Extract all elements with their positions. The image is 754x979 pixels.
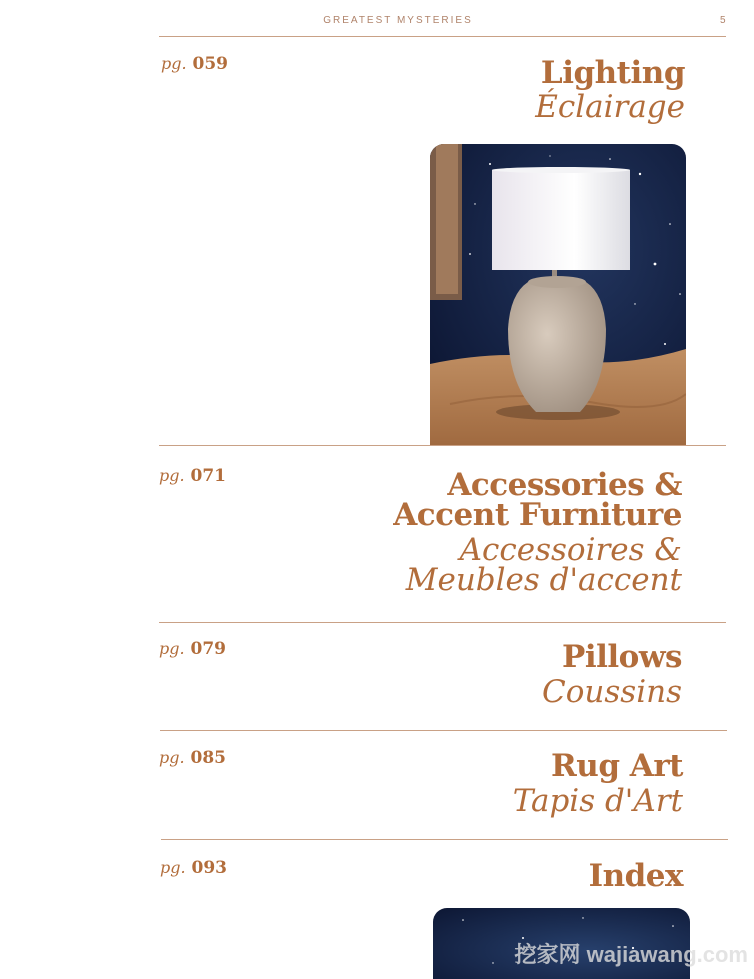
- page-number: 5: [720, 15, 726, 26]
- section-title-en: Lighting: [540, 55, 685, 91]
- toc-page-ref-pillows[interactable]: pg. 079: [159, 639, 226, 659]
- section-rule: [159, 445, 726, 446]
- watermark: 挖家网 wajiawang.com: [514, 942, 748, 967]
- toc-page-ref-rug-art[interactable]: pg. 085: [159, 748, 226, 768]
- toc-page-ref-lighting[interactable]: pg. 059: [161, 54, 228, 74]
- section-rule: [159, 622, 726, 623]
- toc-entry-rug-art[interactable]: [512, 748, 683, 819]
- section-title-en: Pillows: [562, 639, 682, 675]
- section-title-en: Index: [588, 858, 683, 894]
- section-title-fr: Coussins: [542, 674, 682, 710]
- header-rule: [159, 36, 726, 37]
- section-title-fr: Accessoires &: [459, 532, 682, 568]
- section-title-fr: Éclairage: [535, 89, 685, 125]
- toc-entry-index[interactable]: [588, 858, 683, 894]
- section-title-fr: Meubles d'accent: [405, 562, 682, 598]
- toc-entry-lighting[interactable]: [535, 55, 685, 125]
- toc-page-ref-accessories[interactable]: pg. 071: [159, 466, 226, 486]
- running-header: GREATEST MYSTERIES: [323, 15, 473, 26]
- section-title-en: Rug Art: [551, 748, 683, 784]
- section-title-en: Accessories &: [447, 467, 682, 503]
- section-rule: [161, 839, 728, 840]
- section-rule: [160, 730, 727, 731]
- toc-entry-accessories[interactable]: [393, 467, 682, 598]
- toc-entry-pillows[interactable]: [542, 639, 682, 710]
- section-title-fr: Tapis d'Art: [512, 783, 683, 819]
- lamp-photo: [430, 144, 686, 445]
- section-title-en: Accent Furniture: [393, 497, 682, 533]
- toc-page-ref-index[interactable]: pg. 093: [160, 858, 227, 878]
